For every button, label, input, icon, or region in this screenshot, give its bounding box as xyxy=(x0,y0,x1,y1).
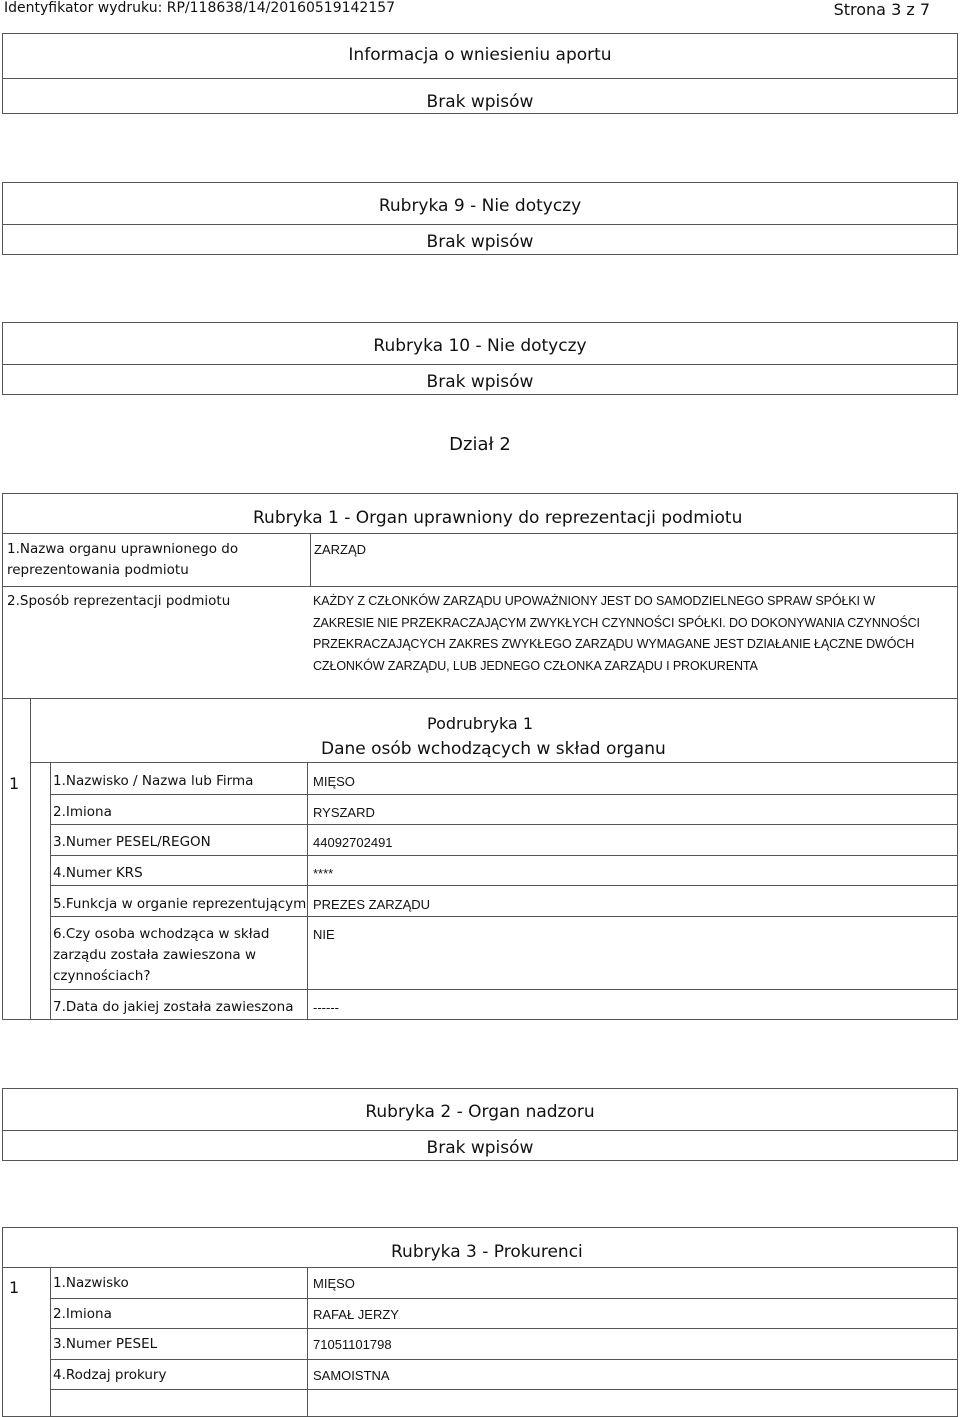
rubryka-10-title: Rubryka 10 - Nie dotyczy xyxy=(373,336,587,356)
rubryka-9-section xyxy=(2,182,958,255)
prokurent-label-type: 4.Rodzaj prokury xyxy=(53,1367,167,1383)
page-number: Strona 3 z 7 xyxy=(833,0,930,19)
prokurent-value-pesel: 71051101798 xyxy=(313,1337,392,1352)
podrubryka-1-title: Podrubryka 1 xyxy=(427,714,533,733)
dzial-2-title: Dział 2 xyxy=(449,434,511,455)
organ-name-label: 1.Nazwa organu uprawnionego do reprezentowania podmiotu xyxy=(7,541,239,578)
prokurent-label-pesel: 3.Numer PESEL xyxy=(53,1336,158,1352)
podrubryka-1-subtitle: Dane osób wchodzących w skład organu xyxy=(321,739,666,759)
rubryka-2-empty: Brak wpisów xyxy=(426,1138,534,1158)
entry-number: 1 xyxy=(9,774,20,793)
rubryka-9-empty: Brak wpisów xyxy=(426,232,534,252)
field-value-suspended-until: ------ xyxy=(313,1000,339,1015)
aport-title: Informacja o wniesieniu aportu xyxy=(348,45,612,65)
representation-method-value: KAŻDY Z CZŁONKÓW ZARZĄDU UPOWAŻNIONY JEST DO SAMODZIELNEGO SPRAW SPÓŁKI W ZAKRESIE NIE PRZEKRACZAJĄCYM ZWYKŁYCH CZYNNOŚCI SPÓŁKI. DO DOKONYWANIA CZYNNOŚCI PRZEKRACZAJĄCYCH ZAKRES ZWYKŁEGO ZARZĄDU WYMAGANE JEST DZIAŁANIE ŁĄCZNE DWÓCH CZŁONKÓW ZARZĄDU, LUB JEDNEGO CZŁONKA ZARZĄDU I PROKURENTA xyxy=(313,594,920,673)
rubryka-2-title: Rubryka 2 - Organ nadzoru xyxy=(365,1102,595,1122)
rubryka-10-empty: Brak wpisów xyxy=(426,372,534,392)
field-label-first-names: 2.Imiona xyxy=(53,804,112,820)
rubryka-9-title: Rubryka 9 - Nie dotyczy xyxy=(378,196,582,216)
prokurent-entry-number: 1 xyxy=(9,1278,20,1297)
field-value-suspended: NIE xyxy=(313,927,335,942)
rubryka-3-title: Rubryka 3 - Prokurenci xyxy=(391,1242,583,1262)
aport-empty: Brak wpisów xyxy=(426,92,534,112)
print-identifier: Identyfikator wydruku: RP/118638/14/20160519142157 xyxy=(4,0,396,16)
prokurent-value-type: SAMOISTNA xyxy=(313,1368,390,1383)
prokurent-label-surname: 1.Nazwisko xyxy=(53,1275,129,1291)
rubryka-2-section xyxy=(2,1088,958,1161)
aport-section xyxy=(2,33,958,114)
field-label-suspended-until: 7.Data do jakiej została zawieszona xyxy=(53,999,294,1015)
field-value-function: PREZES ZARZĄDU xyxy=(313,897,431,912)
rubryka-10-section xyxy=(2,322,958,395)
rubryka-1-section xyxy=(2,493,958,1020)
field-label-function: 5.Funkcja w organie reprezentującym xyxy=(53,896,307,912)
rubryka-3-section xyxy=(2,1227,958,1417)
field-label-surname: 1.Nazwisko / Nazwa lub Firma xyxy=(53,773,254,789)
field-label-pesel: 3.Numer PESEL/REGON xyxy=(53,834,211,850)
field-label-suspended: 6.Czy osoba wchodząca w skład zarządu została zawieszona w czynnościach? xyxy=(53,926,270,984)
field-value-surname: MIĘSO xyxy=(313,774,355,789)
prokurent-value-first-names: RAFAŁ JERZY xyxy=(313,1307,399,1322)
prokurent-value-surname: MIĘSO xyxy=(313,1276,355,1291)
prokurent-label-first-names: 2.Imiona xyxy=(53,1306,112,1322)
field-value-first-names: RYSZARD xyxy=(313,805,375,820)
rubryka-1-title: Rubryka 1 - Organ uprawniony do reprezentacji podmiotu xyxy=(253,508,743,528)
field-value-krs: **** xyxy=(313,866,334,881)
field-value-pesel: 44092702491 xyxy=(313,835,393,850)
representation-method-label: 2.Sposób reprezentacji podmiotu xyxy=(7,593,231,609)
field-label-krs: 4.Numer KRS xyxy=(53,865,143,881)
organ-name-value: ZARZĄD xyxy=(314,542,366,557)
